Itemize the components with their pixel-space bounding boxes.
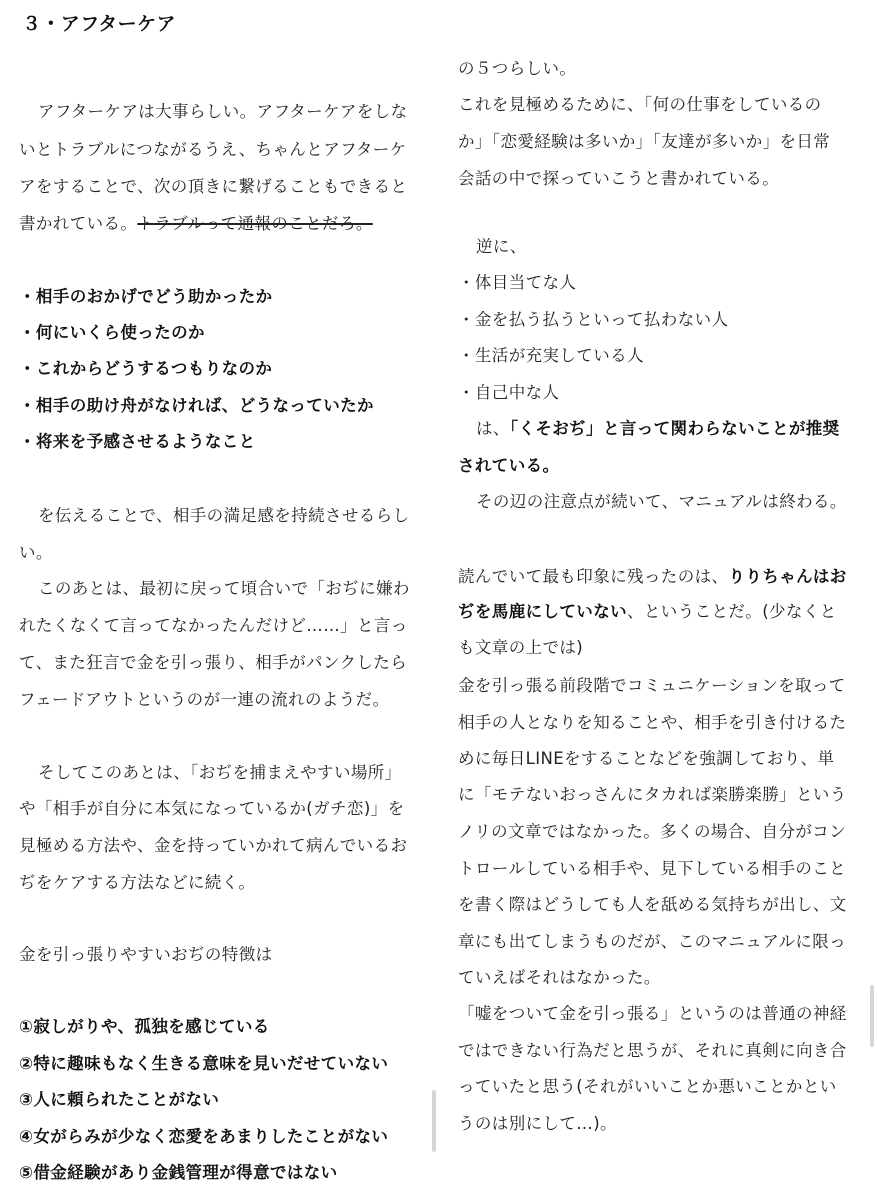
section-heading: ３・アフターケア xyxy=(22,13,176,35)
paragraph-line: や「相手が自分に本気になっているか(ガチ恋)」を xyxy=(19,799,405,818)
strikethrough-aside: トラブルって通報のことだろ。 xyxy=(137,214,373,233)
paragraph-line: 逆に、 xyxy=(476,237,527,256)
paragraph-line: このあとは、最初に戻って頃合いで「おぢに嫌わ xyxy=(38,579,410,598)
bold-list-item: ①寂しがりや、孤独を感じている xyxy=(19,1017,270,1036)
paragraph-line: 会話の中で探っていこうと書かれている。 xyxy=(458,169,780,188)
paragraph-line: 見極める方法や、金を持っていかれて病んでいるお xyxy=(19,836,408,855)
paragraph-line xyxy=(19,212,373,236)
right-scrollbar[interactable] xyxy=(870,985,874,1047)
paragraph-line: 章にも出てしまうものだが、このマニュアルに限っ xyxy=(458,932,847,951)
bold-emphasis: されている。 xyxy=(458,456,560,475)
list-item: ・体目当てな人 xyxy=(458,273,577,292)
paragraph-line: も文章の上では) xyxy=(458,638,584,657)
list-item: ・金を払う払うといって払わない人 xyxy=(458,310,729,329)
paragraph-line: その辺の注意点が続いて、マニュアルは終わる。 xyxy=(476,492,847,511)
bold-list-item: ・何にいくら使ったのか xyxy=(19,323,205,342)
paragraph-line: 「嘘をついて金を引っ張る」というのは普通の神経 xyxy=(458,1004,847,1023)
paragraph-line: トロールしている相手や、見下している相手のこと xyxy=(458,859,847,878)
paragraph-line: フェードアウトというのが一連の流れのようだ。 xyxy=(19,690,390,709)
paragraph-line: れたくなくて言ってなかったんだけど……」と言っ xyxy=(19,616,408,635)
bold-list-item: ・将来を予感させるようなこと xyxy=(19,432,256,451)
paragraph-text: は、 xyxy=(476,419,510,438)
paragraph-line: を伝えることで、相手の満足感を持続させるらし xyxy=(38,506,410,525)
paragraph-line: 相手の人となりを知ることや、相手を引き付けるた xyxy=(458,713,847,732)
paragraph-line: アフターケアは大事らしい。アフターケアをしな xyxy=(38,102,408,121)
paragraph-line: アをすることで、次の頂きに繋げることもできると xyxy=(19,177,408,196)
bold-list-item: ・相手のおかげでどう助かったか xyxy=(19,287,273,306)
paragraph-line: 金を引っ張る前段階でコミュニケーションを取って xyxy=(458,676,846,695)
paragraph-line: に「モテないおっさんにタカれば楽勝楽勝」という xyxy=(458,785,847,804)
paragraph-line xyxy=(476,417,840,441)
bold-list-item: ④女がらみが少なく恋愛をあまりしたことがない xyxy=(19,1127,389,1146)
paragraph-line: て、また狂言で金を引っ張り、相手がパンクしたら xyxy=(19,653,408,672)
bold-list-item: ②特に趣味もなく生きる意味を見いだせていない xyxy=(19,1054,389,1073)
left-scrollbar[interactable] xyxy=(432,1090,436,1152)
paragraph-line: いとトラブルにつながるうえ、ちゃんとアフターケ xyxy=(19,140,407,159)
paragraph-line: の５つらしい。 xyxy=(458,59,577,78)
bold-list-item: ③人に頼られたことがない xyxy=(19,1090,220,1109)
bold-list-item: ・これからどうするつもりなのか xyxy=(19,359,273,378)
paragraph-line: ぢをケアする方法などに続く。 xyxy=(19,873,256,892)
paragraph-line: 金を引っ張りやすいおぢの特徴は xyxy=(19,945,273,964)
paragraph-line: めに毎日LINEをすることなどを強調しており、単 xyxy=(458,749,835,768)
paragraph-text: 読んでいて最も印象に残ったのは、 xyxy=(458,567,729,586)
paragraph-line: ていえばそれはなかった。 xyxy=(458,968,661,987)
paragraph-line: これを見極めるために、「何の仕事をしているの xyxy=(458,95,822,114)
paragraph-line: い。 xyxy=(19,543,53,562)
list-item: ・生活が充実している人 xyxy=(458,346,644,365)
paragraph-line: っていたと思う(それがいいことか悪いことかとい xyxy=(458,1077,837,1096)
bold-list-item: ・相手の助け舟がなければ、どうなっていたか xyxy=(19,396,374,415)
paragraph-line: ノリの文章ではなかった。多くの場合、自分がコン xyxy=(458,822,847,841)
bold-list-item: ⑤借金経験があり金銭管理が得意ではない xyxy=(19,1163,338,1182)
bold-emphasis: ぢを馬鹿にしていない xyxy=(458,602,627,621)
paragraph-line: そしてこのあとは、「おぢを捕まえやすい場所」 xyxy=(38,763,402,782)
paragraph-text: 書かれている。 xyxy=(19,214,138,233)
paragraph-line: ではできない行為だと思うが、それに真剣に向き合 xyxy=(458,1041,847,1060)
paragraph-line: か」「恋愛経験は多いか」「友達が多いか」を日常 xyxy=(458,132,831,151)
bold-emphasis: 「くそおぢ」と言って関わらないことが推奨 xyxy=(509,419,840,438)
bold-emphasis: りりちゃんはお xyxy=(728,567,847,586)
paragraph-line: を書く際はどうしても人を舐める気持ちが出し、文 xyxy=(458,895,847,914)
paragraph-line xyxy=(458,600,837,624)
list-item: ・自己中な人 xyxy=(458,383,560,402)
paragraph-line: うのは別にして…)。 xyxy=(458,1114,617,1133)
paragraph-line xyxy=(458,565,847,589)
paragraph-text: 、ということだ。(少なくと xyxy=(627,602,837,621)
